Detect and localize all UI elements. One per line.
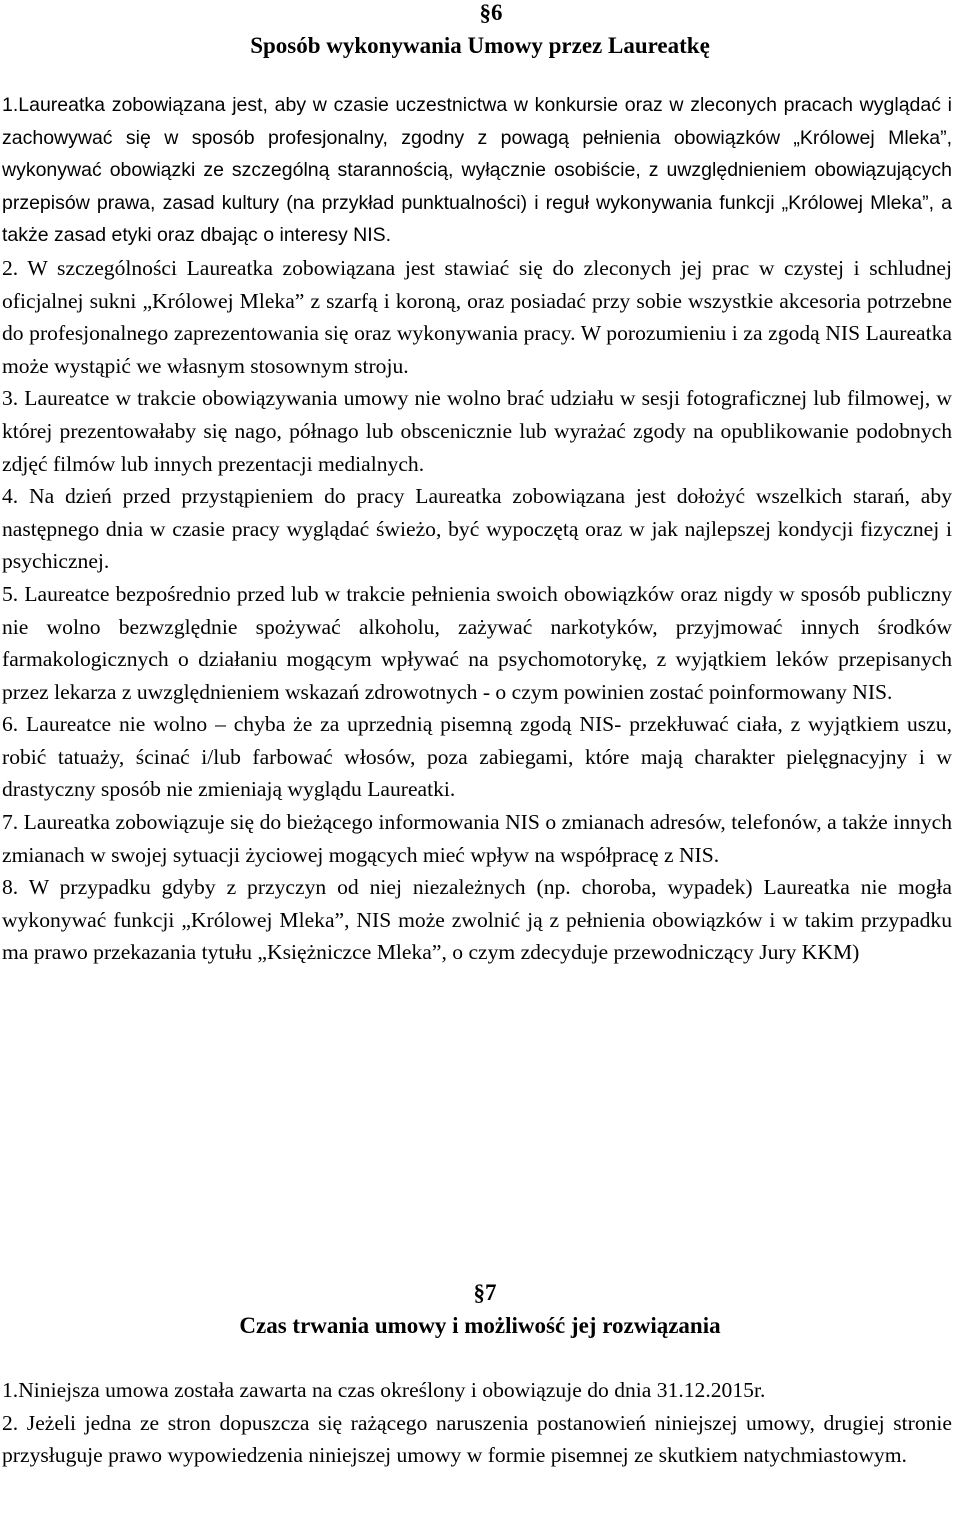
section-6-paragraph-2: 2. W szczególności Laureatka zobowiązana jest stawiać się do zleconych jej prac w czystej i schludnej oficjalnej sukni „Królowej Mleka” z szarfą i koroną, oraz posiadać przy sobie wszystkie akcesoria potrzebne do profesjonalnego zaprezentowania się oraz wykonywania pracy. W porozumieniu i za zgodą NIS Laureatka może wystąpić we własnym stosownym stroju. — [2, 255, 952, 378]
section-6-title: Sposób wykonywania Umowy przez Laureatkę — [250, 33, 710, 58]
section-6-body — [2, 89, 956, 969]
section-7-title: Czas trwania umowy i możliwość jej rozwiązania — [239, 1313, 721, 1338]
section-6-title-wrap — [0, 32, 960, 60]
section-7-paragraph-1: 1.Niniejsza umowa została zawarta na czas określony i obowiązuje do dnia 31.12.2015r. — [2, 1378, 766, 1402]
section-6-paragraph-1: 1.Laureatka zobowiązana jest, aby w czasie uczestnictwa w konkursie oraz w zleconych pracach wyglądać i zachowywać się w sposób profesjonalny, zgodny z powagą pełnienia obowiązków „Królowej Mleka”, wykonywać obowiązki ze szczególną starannością, wyłącznie osobiście, z uwzględnieniem obowiązujących przepisów prawa, zasad kultury (na przykład punktualności) i reguł wykonywania funkcji „Królowej Mleka”, a także zasad etyki oraz dbając o interesy NIS. — [2, 94, 952, 247]
section-6-header — [0, 0, 960, 26]
section-6-number: §6 — [479, 0, 503, 25]
section-7-number: §7 — [473, 1280, 497, 1305]
section-6-paragraph-7: 7. Laureatka zobowiązuje się do bieżącego informowania NIS o zmianach adresów, telefonów, a także innych zmianach w swojej sytuacji życiowej mogących mieć wpływ na współpracę z NIS. — [2, 810, 952, 867]
section-7-body — [2, 1374, 956, 1472]
section-6-paragraph-4: 4. Na dzień przed przystąpieniem do pracy Laureatka zobowiązana jest dołożyć wszelkich starań, aby następnego dnia w czasie pracy wyglądać świeżo, być wypoczętą oraz w jak najlepszej kondycji fizycznej i psychicznej. — [2, 484, 952, 574]
section-7-title-wrap — [0, 1312, 960, 1340]
section-7-paragraph-2: 2. Jeżeli jedna ze stron dopuszcza się rażącego naruszenia postanowień niniejszej umowy, drugiej stronie przysługuje prawo wypowiedzenia niniejszej umowy w formie pisemnej ze skutkiem natychmiastowym. — [2, 1410, 952, 1468]
section-6-paragraph-5: 5. Laureatce bezpośrednio przed lub w trakcie pełnienia swoich obowiązków oraz nigdy w sposób publiczny nie wolno bezwzględnie spożywać alkoholu, zażywać narkotyków, przyjmować innych środków farmakologicznych o działaniu mogącym wpływać na psychomotorykę, z wyjątkiem leków przepisanych przez lekarza z uwzględnieniem wskazań zdrowotnych - o czym powinien zostać poinformowany NIS. — [2, 581, 952, 704]
section-6-paragraph-8: 8. W przypadku gdyby z przyczyn od niej niezależnych (np. choroba, wypadek) Laureatka nie mogła wykonywać funkcji „Królowej Mleka”, NIS może zwolnić ją z pełnienia obowiązków i w takim przypadku ma prawo przekazania tytułu „Księżniczce Mleka”, o czym zdecyduje przewodniczący Jury KKM) — [2, 875, 952, 965]
section-6-paragraph-3: 3. Laureatce w trakcie obowiązywania umowy nie wolno brać udziału w sesji fotograficznej lub filmowej, w której prezentowałaby się nago, półnago lub obscenicznie lub wyrażać zgody na opublikowanie podobnych zdjęć filmów lub innych prezentacji medialnych. — [2, 386, 952, 476]
section-6-paragraph-6: 6. Laureatce nie wolno – chyba że za uprzednią pisemną zgodą NIS- przekłuwać ciała, z wyjątkiem uszu, robić tatuaży, ścinać i/lub farbować włosów, poza zabiegami, które mają charakter pielęgnacyjny i w drastyczny sposób nie zmieniają wyglądu Laureatki. — [2, 712, 952, 802]
section-7-header — [0, 1280, 960, 1306]
